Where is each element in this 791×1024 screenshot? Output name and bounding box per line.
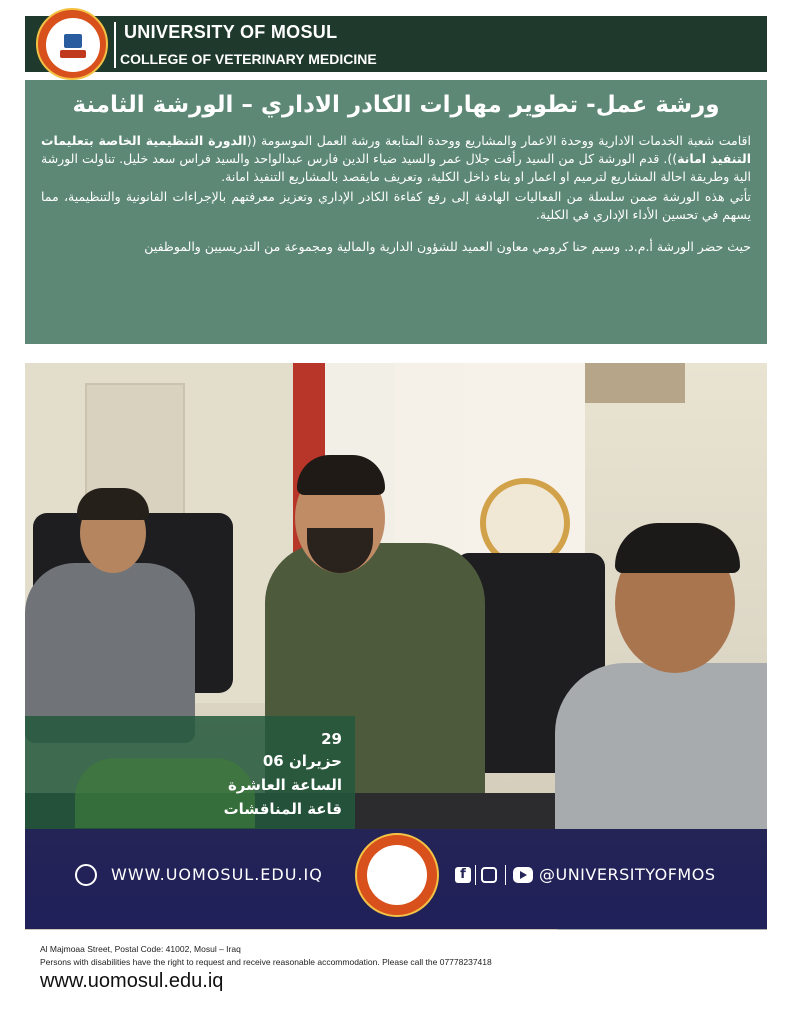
logo-emblem (46, 18, 100, 72)
logo-base-icon (60, 50, 86, 58)
person-right-hair (615, 523, 740, 573)
social-separator (505, 865, 506, 885)
social-separator (475, 865, 476, 885)
article-paragraph-3: حيث حضر الورشة أ.م.د. وسيم حنا كرومي معاون العميد للشؤون الدارية والمالية ومجموعة من التدريسيين والموظفين (144, 239, 751, 254)
website-link[interactable]: WWW.UOMOSUL.EDU.IQ (111, 865, 323, 884)
event-day: 29 (321, 730, 342, 748)
university-logo (36, 8, 108, 80)
header-divider (114, 22, 116, 68)
globe-icon (75, 864, 97, 886)
article-paragraph-2: تأتي هذه الورشة ضمن سلسلة من الفعاليات الهادفة إلى رفع كفاءة الكادر الإداري وتعزيز معرفتهم بالإجراءات القانونية والتنظيمية، مما يسهم في تحسين الأداء الإداري في الكلية. (41, 189, 751, 222)
event-place: قاعة المناقشات (223, 800, 342, 818)
footer-website-link[interactable]: www.uomosul.edu.iq (40, 970, 224, 992)
facebook-icon[interactable]: f (455, 867, 471, 883)
logo-emblem (367, 845, 427, 905)
social-handle[interactable]: @UNIVERSITYOFMOS (539, 865, 716, 884)
person-left-hair (77, 488, 149, 520)
youtube-icon[interactable] (513, 867, 533, 883)
person-center-hair (297, 455, 385, 495)
article-title: ورشة عمل- تطوير مهارات الكادر الاداري – الورشة الثامنة (72, 92, 720, 118)
university-name: UNIVERSITY OF MOSUL (124, 22, 338, 42)
college-name: COLLEGE OF VETERINARY MEDICINE (120, 51, 377, 67)
logo-book-icon (64, 34, 82, 48)
paragraph-1-end: )). قدم الورشة كل من السيد رأفت جلال عمر والسيد ضياء الدين فارس عبدالواحد والسيد فراس سعد خليل. تناولت الورشة الية وطريقة احالة المشاريع لترميم او اعمار او بناء داخل الكلية، وتعريف مايقصد بالمشاريع التنفيذ امانة. (41, 151, 751, 184)
event-month: حزيران 06 (262, 752, 342, 770)
paragraph-1-start: اقامت شعبة الخدمات الادارية ووحدة الاعمار والمشاريع ووحدة المتابعة ورشة العمل الموسومة (( (246, 133, 751, 148)
event-time: الساعة العاشرة (227, 776, 342, 794)
paragraph-1-bold: الدورة التنظيمية الخاصة بتعليمات التنفيذ امانة (41, 133, 751, 166)
footer-address: Al Majmoaa Street, Postal Code: 41002, Mosul – Iraq (40, 944, 241, 954)
social-bar (25, 829, 767, 929)
instagram-icon[interactable] (481, 867, 497, 883)
footer-accessibility-note: Persons with disabilities have the right to request and receive reasonable accommodation. Please call the 07778237418 (40, 957, 492, 967)
university-logo-center (355, 833, 439, 917)
article-paragraph-1 (41, 132, 751, 186)
article-box (25, 80, 767, 344)
event-photo (25, 363, 767, 930)
